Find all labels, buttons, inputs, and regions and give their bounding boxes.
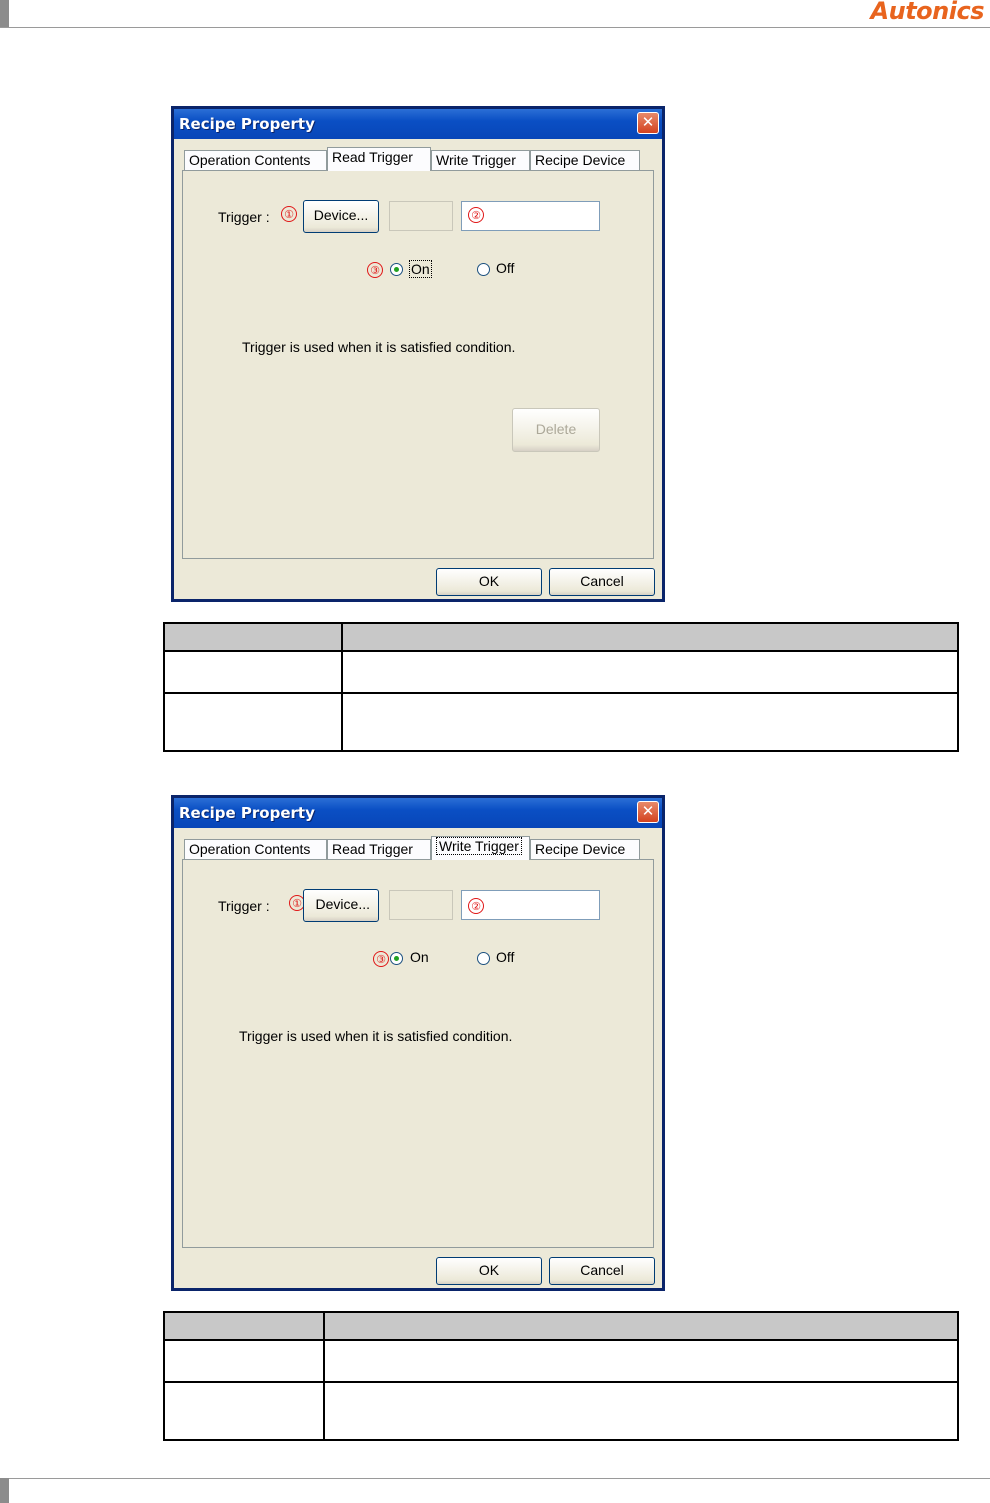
tab-recipe-device[interactable]: Recipe Device: [530, 150, 640, 170]
delete-button[interactable]: Delete: [512, 408, 600, 452]
description-table-1: [163, 622, 959, 752]
device-address-field[interactable]: [461, 201, 600, 231]
radio-on-label[interactable]: On: [411, 261, 430, 277]
trigger-info-text: Trigger is used when it is satisfied condition.: [242, 339, 516, 355]
tab-panel: [182, 170, 654, 559]
table-row: [164, 651, 958, 693]
cancel-button[interactable]: Cancel: [549, 568, 655, 596]
header-accent-bar: [0, 0, 9, 28]
radio-on[interactable]: [390, 263, 403, 276]
dialog-body: [174, 798, 662, 1288]
device-address-field[interactable]: [461, 890, 600, 920]
callout-marker-3: ③: [373, 951, 389, 967]
tab-write-trigger[interactable]: Write Trigger: [431, 150, 530, 170]
table-cell: [164, 651, 342, 693]
radio-off-label[interactable]: Off: [496, 260, 515, 276]
autonics-logo: Autonics: [870, 0, 984, 25]
radio-on-label[interactable]: On: [410, 949, 429, 965]
table-cell: [164, 1382, 324, 1440]
close-icon[interactable]: ✕: [637, 801, 659, 823]
table-header-cell: [342, 623, 958, 651]
device-type-field: [389, 201, 453, 231]
callout-marker-1: ①: [289, 895, 305, 911]
description-table-2: [163, 1311, 959, 1441]
tab-write-trigger[interactable]: [431, 836, 530, 860]
recipe-property-dialog-write: [171, 795, 665, 1291]
device-type-field: [389, 890, 453, 920]
radio-on-selected-dot: [394, 956, 399, 961]
trigger-label: Trigger :: [218, 209, 270, 225]
ok-button[interactable]: OK: [436, 1257, 542, 1285]
table-cell: [164, 1340, 324, 1382]
table-row: [164, 693, 958, 751]
radio-off-label[interactable]: Off: [496, 949, 515, 965]
table-cell: [324, 1340, 958, 1382]
dialog-title: Recipe Property: [179, 804, 315, 822]
radio-off[interactable]: [477, 263, 490, 276]
footer-divider: [0, 1478, 990, 1479]
table-header-cell: [324, 1312, 958, 1340]
radio-on[interactable]: [390, 952, 403, 965]
callout-marker-1: ①: [281, 206, 297, 222]
table-header-cell: [164, 1312, 324, 1340]
recipe-property-dialog-read: [171, 106, 665, 602]
dialog-body: [174, 109, 662, 599]
table-header-row: [164, 1312, 958, 1340]
table-row: [164, 1340, 958, 1382]
tab-operation-contents[interactable]: Operation Contents: [184, 839, 327, 859]
table-cell: [324, 1382, 958, 1440]
device-button[interactable]: Device...: [303, 889, 379, 922]
callout-marker-2: ②: [468, 898, 484, 914]
trigger-label: Trigger :: [218, 898, 270, 914]
dialog-title: Recipe Property: [179, 115, 315, 133]
table-header-cell: [164, 623, 342, 651]
table-row: [164, 1382, 958, 1440]
tab-read-trigger[interactable]: Read Trigger: [327, 147, 431, 171]
title-bar[interactable]: [174, 798, 662, 828]
footer-accent-bar: [0, 1478, 9, 1503]
tab-recipe-device[interactable]: Recipe Device: [530, 839, 640, 859]
tab-operation-contents[interactable]: Operation Contents: [184, 150, 327, 170]
trigger-info-text: Trigger is used when it is satisfied condition.: [239, 1028, 513, 1044]
table-cell: [342, 651, 958, 693]
radio-off[interactable]: [477, 952, 490, 965]
table-cell: [164, 693, 342, 751]
cancel-button[interactable]: Cancel: [549, 1257, 655, 1285]
tab-panel: [182, 859, 654, 1248]
title-bar[interactable]: [174, 109, 662, 139]
table-header-row: [164, 623, 958, 651]
table-cell: [342, 693, 958, 751]
callout-marker-2: ②: [468, 207, 484, 223]
radio-on-selected-dot: [394, 267, 399, 272]
tab-read-trigger[interactable]: Read Trigger: [327, 839, 431, 859]
tab-write-trigger-label: Write Trigger: [436, 837, 522, 855]
close-icon[interactable]: ✕: [637, 112, 659, 134]
ok-button[interactable]: OK: [436, 568, 542, 596]
device-button[interactable]: Device...: [303, 200, 379, 233]
header-divider: [0, 27, 990, 28]
callout-marker-3: ③: [367, 262, 383, 278]
